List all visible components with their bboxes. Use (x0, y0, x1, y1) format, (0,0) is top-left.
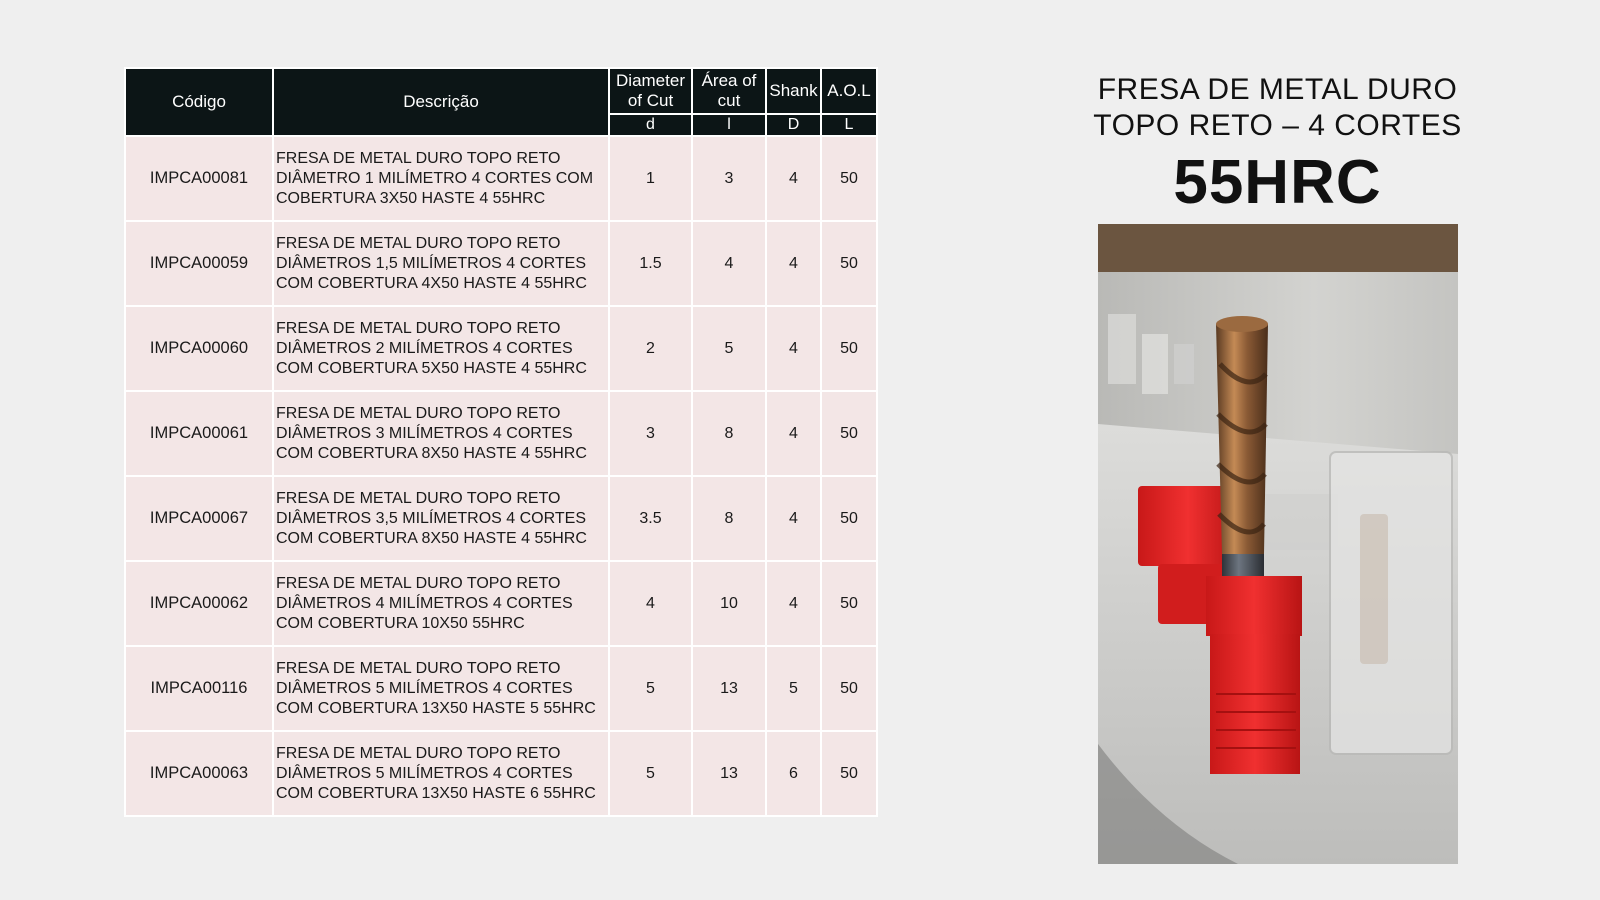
header-aol: A.O.L (821, 68, 877, 114)
header-description: Descrição (273, 68, 609, 136)
desc-line: COM COBERTURA 13X50 HASTE 5 55HRC (276, 699, 596, 717)
desc-line: COM COBERTURA 8X50 HASTE 4 55HRC (276, 529, 587, 547)
desc-line: COM COBERTURA 5X50 HASTE 4 55HRC (276, 359, 587, 377)
red-holder-top (1206, 576, 1302, 636)
cell-description (273, 561, 609, 646)
cell-area: 10 (692, 561, 766, 646)
product-photo (1098, 224, 1458, 864)
header-code: Código (125, 68, 273, 136)
shelf-top (1098, 224, 1458, 272)
background-item (1174, 344, 1194, 384)
background-item (1108, 314, 1136, 384)
cell-diameter: 1.5 (609, 221, 692, 306)
cell-aol: 50 (821, 136, 877, 221)
desc-line: COM COBERTURA 10X50 55HRC (276, 614, 525, 632)
cell-diameter: 3.5 (609, 476, 692, 561)
cell-description (273, 391, 609, 476)
cell-aol: 50 (821, 306, 877, 391)
cell-shank: 4 (766, 306, 821, 391)
header-diameter-line2: of Cut (627, 91, 674, 110)
cell-code: IMPCA00063 (125, 731, 273, 816)
cell-description (273, 476, 609, 561)
cell-description (273, 221, 609, 306)
desc-line: DIÂMETROS 2 MILÍMETROS 4 CORTES (276, 339, 573, 357)
title-line-2: TOPO RETO – 4 CORTES (1093, 109, 1462, 142)
table-row (125, 646, 877, 731)
tube-inner-label (1360, 514, 1388, 664)
desc-line: FRESA DE METAL DURO TOPO RETO (276, 744, 561, 762)
header-diameter-line1: Diameter (616, 71, 685, 90)
desc-line: DIÂMETROS 4 MILÍMETROS 4 CORTES (276, 594, 573, 612)
desc-line: FRESA DE METAL DURO TOPO RETO (276, 149, 561, 167)
cell-aol: 50 (821, 561, 877, 646)
cell-code: IMPCA00061 (125, 391, 273, 476)
cell-area: 13 (692, 646, 766, 731)
desc-line: DIÂMETROS 1,5 MILÍMETROS 4 CORTES (276, 254, 586, 272)
product-title (1055, 72, 1500, 218)
cell-shank: 6 (766, 731, 821, 816)
desc-line: COM COBERTURA 13X50 HASTE 6 55HRC (276, 784, 596, 802)
table-row (125, 391, 877, 476)
cell-area: 8 (692, 391, 766, 476)
cell-diameter: 2 (609, 306, 692, 391)
header-area-line2: cut (717, 91, 741, 110)
subheader-area: l (692, 114, 766, 136)
desc-line: FRESA DE METAL DURO TOPO RETO (276, 319, 561, 337)
cell-shank: 4 (766, 476, 821, 561)
cell-code: IMPCA00059 (125, 221, 273, 306)
cell-code: IMPCA00067 (125, 476, 273, 561)
cell-shank: 5 (766, 646, 821, 731)
header-area-line1: Área of (701, 71, 757, 90)
desc-line: DIÂMETROS 3,5 MILÍMETROS 4 CORTES (276, 509, 586, 527)
header-area (692, 68, 766, 114)
end-mill-photo-illustration (1098, 224, 1458, 864)
cell-shank: 4 (766, 136, 821, 221)
desc-line: FRESA DE METAL DURO TOPO RETO (276, 489, 561, 507)
cell-area: 5 (692, 306, 766, 391)
desc-line: FRESA DE METAL DURO TOPO RETO (276, 234, 561, 252)
header-shank: Shank (766, 68, 821, 114)
cell-diameter: 3 (609, 391, 692, 476)
background-item (1142, 334, 1168, 394)
cell-description (273, 136, 609, 221)
table-row (125, 561, 877, 646)
header-diameter (609, 68, 692, 114)
desc-line: FRESA DE METAL DURO TOPO RETO (276, 404, 561, 422)
subheader-aol: L (821, 114, 877, 136)
cell-aol: 50 (821, 476, 877, 561)
desc-line: COM COBERTURA 4X50 HASTE 4 55HRC (276, 274, 587, 292)
cell-diameter: 5 (609, 731, 692, 816)
cell-aol: 50 (821, 391, 877, 476)
cell-code: IMPCA00060 (125, 306, 273, 391)
desc-line: COBERTURA 3X50 HASTE 4 55HRC (276, 189, 546, 207)
clear-tube (1330, 452, 1452, 754)
cell-shank: 4 (766, 391, 821, 476)
desc-line: DIÂMETROS 5 MILÍMETROS 4 CORTES (276, 764, 573, 782)
cell-code: IMPCA00081 (125, 136, 273, 221)
subheader-shank: D (766, 114, 821, 136)
title-line-1: FRESA DE METAL DURO (1097, 73, 1458, 106)
cell-area: 3 (692, 136, 766, 221)
cell-description (273, 731, 609, 816)
desc-line: DIÂMETRO 1 MILÍMETRO 4 CORTES COM (276, 169, 594, 187)
subheader-diameter: d (609, 114, 692, 136)
desc-line: FRESA DE METAL DURO TOPO RETO (276, 574, 561, 592)
cell-area: 8 (692, 476, 766, 561)
cell-shank: 4 (766, 561, 821, 646)
cell-aol: 50 (821, 731, 877, 816)
cell-diameter: 4 (609, 561, 692, 646)
cell-shank: 4 (766, 221, 821, 306)
desc-line: DIÂMETROS 3 MILÍMETROS 4 CORTES (276, 424, 573, 442)
red-holder-body (1210, 634, 1300, 774)
cell-aol: 50 (821, 221, 877, 306)
desc-line: COM COBERTURA 8X50 HASTE 4 55HRC (276, 444, 587, 462)
cell-area: 13 (692, 731, 766, 816)
desc-line: DIÂMETROS 5 MILÍMETROS 4 CORTES (276, 679, 573, 697)
cell-description (273, 646, 609, 731)
table-row (125, 136, 877, 221)
table-row (125, 731, 877, 816)
desc-line: FRESA DE METAL DURO TOPO RETO (276, 659, 561, 677)
table-row (125, 306, 877, 391)
cell-aol: 50 (821, 646, 877, 731)
table-row (125, 221, 877, 306)
cell-description (273, 306, 609, 391)
cell-code: IMPCA00116 (125, 646, 273, 731)
product-spec-table (124, 67, 878, 817)
title-hardness: 55HRC (1173, 148, 1382, 217)
cell-code: IMPCA00062 (125, 561, 273, 646)
end-mill-tip (1216, 316, 1268, 332)
cell-diameter: 1 (609, 136, 692, 221)
cell-area: 4 (692, 221, 766, 306)
table-row (125, 476, 877, 561)
cell-diameter: 5 (609, 646, 692, 731)
